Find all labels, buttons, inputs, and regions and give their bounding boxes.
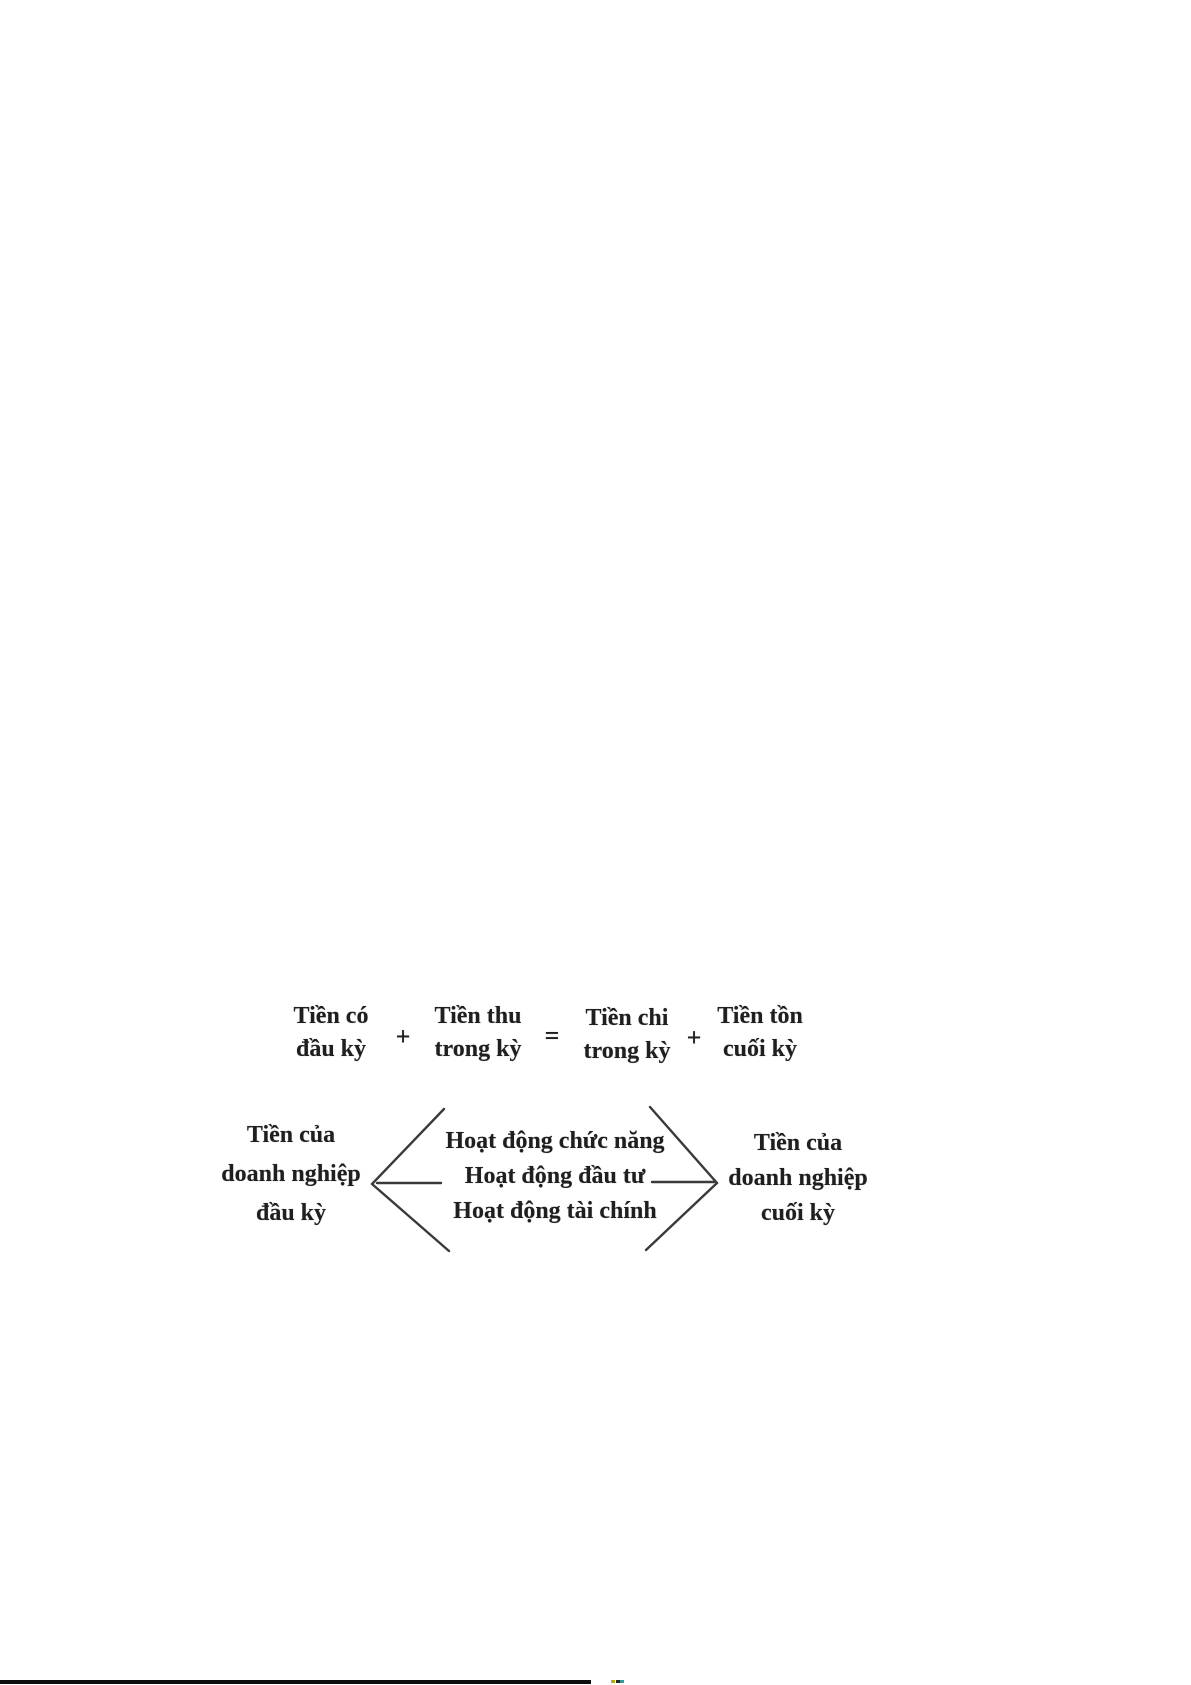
term-line-2: trong kỳ [583, 1038, 671, 1064]
flow-line-1: Tiền của [246, 1122, 336, 1148]
flow-line-1: Tiền của [753, 1130, 843, 1156]
equation-term-closing-cash [717, 1000, 803, 1066]
flow-line-3: đầu kỳ [255, 1200, 327, 1226]
equation-term-cash-spent [584, 1002, 671, 1068]
term-line-1: Tiền thu [434, 1003, 522, 1029]
flow-line-investing: Hoạt động đầu tư [464, 1163, 646, 1189]
flow-line-operating: Hoạt động chức năng [445, 1128, 665, 1154]
flow-line-2: doanh nghiệp [728, 1165, 868, 1191]
right-angle-bracket-icon [646, 1107, 717, 1250]
plus-operator: + [686, 1023, 702, 1052]
equation-term-opening-cash [294, 1000, 369, 1066]
term-line-1: Tiền có [293, 1003, 369, 1029]
flow-line-financing: Hoạt động tài chính [453, 1198, 657, 1224]
plus-operator: + [395, 1022, 411, 1051]
left-angle-bracket-icon [372, 1109, 449, 1251]
equals-operator: = [544, 1021, 560, 1050]
flow-line-3: cuối kỳ [760, 1200, 835, 1226]
flow-label-opening-enterprise-cash [221, 1116, 360, 1233]
term-line-1: Tiền chi [585, 1005, 669, 1031]
equation-term-cash-received [435, 1000, 522, 1066]
flow-brackets [360, 1100, 730, 1260]
page-bottom-rule [0, 1680, 591, 1684]
scan-artifact [611, 1680, 615, 1683]
term-line-2: đầu kỳ [295, 1036, 367, 1062]
flow-line-2: doanh nghiệp [221, 1161, 361, 1187]
scan-artifact [620, 1680, 624, 1683]
term-line-2: trong kỳ [434, 1036, 522, 1062]
flow-label-closing-enterprise-cash [728, 1126, 867, 1231]
term-line-2: cuối kỳ [722, 1036, 797, 1062]
term-line-1: Tiền tồn [717, 1003, 803, 1029]
